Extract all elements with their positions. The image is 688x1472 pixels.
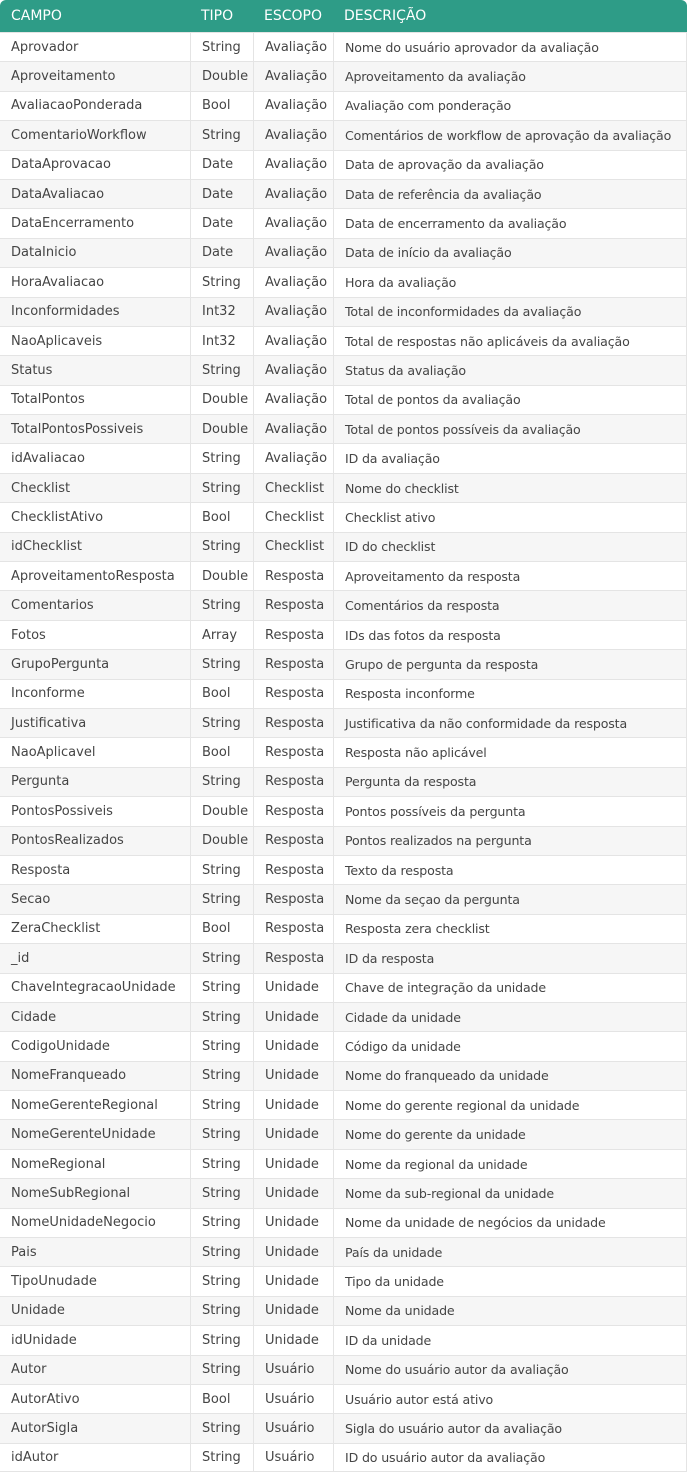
cell-tipo: String [190, 1208, 253, 1237]
cell-descricao: Código da unidade [333, 1031, 687, 1060]
cell-escopo: Unidade [253, 1296, 333, 1325]
table-row [0, 208, 687, 237]
cell-escopo: Resposta [253, 855, 333, 884]
table-row [0, 561, 687, 590]
cell-descricao: Chave de integração da unidade [333, 973, 687, 1002]
cell-campo: GrupoPergunta [0, 649, 190, 678]
cell-escopo: Avaliação [253, 238, 333, 267]
cell-descricao: Resposta inconforme [333, 679, 687, 708]
cell-tipo: String [190, 267, 253, 296]
cell-tipo: Double [190, 561, 253, 590]
cell-descricao: Grupo de pergunta da resposta [333, 649, 687, 678]
cell-campo: idAvaliacao [0, 443, 190, 472]
cell-descricao: Nome da unidade [333, 1296, 687, 1325]
table-row [0, 914, 687, 943]
cell-tipo: String [190, 1355, 253, 1384]
cell-descricao: Data de encerramento da avaliação [333, 208, 687, 237]
cell-tipo: Date [190, 208, 253, 237]
cell-escopo: Avaliação [253, 179, 333, 208]
table-row [0, 767, 687, 796]
table-row [0, 973, 687, 1002]
cell-campo: PontosPossiveis [0, 796, 190, 825]
cell-escopo: Resposta [253, 796, 333, 825]
cell-tipo: Bool [190, 91, 253, 120]
cell-descricao: Cidade da unidade [333, 1002, 687, 1031]
cell-descricao: Sigla do usuário autor da avaliação [333, 1413, 687, 1442]
cell-escopo: Resposta [253, 620, 333, 649]
cell-escopo: Unidade [253, 1178, 333, 1207]
cell-campo: Status [0, 355, 190, 384]
cell-campo: TotalPontos [0, 385, 190, 414]
cell-tipo: Int32 [190, 326, 253, 355]
cell-campo: idChecklist [0, 532, 190, 561]
cell-campo: Aprovador [0, 32, 190, 61]
cell-campo: NomeRegional [0, 1149, 190, 1178]
cell-descricao: Pontos possíveis da pergunta [333, 796, 687, 825]
table-row [0, 1031, 687, 1060]
table-row [0, 1208, 687, 1237]
table-row [0, 179, 687, 208]
cell-descricao: Comentários de workflow de aprovação da avaliação [333, 120, 687, 149]
cell-campo: Inconformidades [0, 297, 190, 326]
cell-descricao: Total de respostas não aplicáveis da avaliação [333, 326, 687, 355]
cell-escopo: Avaliação [253, 150, 333, 179]
cell-tipo: Bool [190, 1384, 253, 1413]
cell-escopo: Resposta [253, 943, 333, 972]
cell-tipo: String [190, 32, 253, 61]
cell-escopo: Avaliação [253, 297, 333, 326]
cell-escopo: Unidade [253, 1031, 333, 1060]
cell-escopo: Usuário [253, 1413, 333, 1442]
cell-descricao: ID da resposta [333, 943, 687, 972]
cell-descricao: Avaliação com ponderação [333, 91, 687, 120]
cell-descricao: ID da unidade [333, 1325, 687, 1354]
cell-escopo: Unidade [253, 1090, 333, 1119]
cell-campo: NaoAplicaveis [0, 326, 190, 355]
cell-descricao: Data de referência da avaliação [333, 179, 687, 208]
cell-tipo: String [190, 1443, 253, 1472]
cell-tipo: String [190, 973, 253, 1002]
cell-descricao: ID do checklist [333, 532, 687, 561]
cell-tipo: String [190, 767, 253, 796]
cell-descricao: Nome da unidade de negócios da unidade [333, 1208, 687, 1237]
cell-tipo: Date [190, 238, 253, 267]
cell-descricao: Pontos realizados na pergunta [333, 826, 687, 855]
table-row [0, 355, 687, 384]
cell-escopo: Resposta [253, 737, 333, 766]
cell-campo: Secao [0, 884, 190, 913]
cell-tipo: String [190, 1413, 253, 1442]
table-row [0, 620, 687, 649]
cell-escopo: Usuário [253, 1443, 333, 1472]
cell-escopo: Avaliação [253, 120, 333, 149]
cell-campo: HoraAvaliacao [0, 267, 190, 296]
cell-escopo: Usuário [253, 1355, 333, 1384]
cell-campo: Inconforme [0, 679, 190, 708]
cell-campo: AproveitamentoResposta [0, 561, 190, 590]
cell-tipo: String [190, 473, 253, 502]
cell-escopo: Avaliação [253, 385, 333, 414]
cell-tipo: String [190, 1002, 253, 1031]
cell-campo: ChecklistAtivo [0, 502, 190, 531]
table-row [0, 1002, 687, 1031]
table-row [0, 297, 687, 326]
cell-tipo: String [190, 1296, 253, 1325]
table-row [0, 737, 687, 766]
cell-escopo: Unidade [253, 1325, 333, 1354]
cell-escopo: Usuário [253, 1384, 333, 1413]
table-row [0, 855, 687, 884]
cell-campo: AvaliacaoPonderada [0, 91, 190, 120]
table-row [0, 1178, 687, 1207]
header-row [0, 0, 687, 32]
cell-escopo: Resposta [253, 884, 333, 913]
table-row [0, 1237, 687, 1266]
cell-descricao: Nome da seçao da pergunta [333, 884, 687, 913]
table-row [0, 1296, 687, 1325]
table-row [0, 826, 687, 855]
cell-escopo: Resposta [253, 708, 333, 737]
table-row [0, 32, 687, 61]
cell-tipo: Bool [190, 679, 253, 708]
cell-descricao: ID da avaliação [333, 443, 687, 472]
cell-descricao: Nome do gerente regional da unidade [333, 1090, 687, 1119]
table-row [0, 1090, 687, 1119]
cell-descricao: Aproveitamento da avaliação [333, 61, 687, 90]
cell-tipo: String [190, 1237, 253, 1266]
cell-campo: Checklist [0, 473, 190, 502]
table-row [0, 443, 687, 472]
table-row [0, 1149, 687, 1178]
cell-descricao: Total de inconformidades da avaliação [333, 297, 687, 326]
cell-descricao: Nome do checklist [333, 473, 687, 502]
cell-escopo: Resposta [253, 826, 333, 855]
table-row [0, 1266, 687, 1295]
cell-tipo: String [190, 1119, 253, 1148]
cell-descricao: Total de pontos possíveis da avaliação [333, 414, 687, 443]
cell-escopo: Checklist [253, 532, 333, 561]
table-row [0, 679, 687, 708]
cell-escopo: Checklist [253, 502, 333, 531]
table-row [0, 1413, 687, 1442]
cell-campo: NomeFranqueado [0, 1061, 190, 1090]
cell-campo: NomeGerenteRegional [0, 1090, 190, 1119]
cell-descricao: IDs das fotos da resposta [333, 620, 687, 649]
cell-descricao: Nome do usuário aprovador da avaliação [333, 32, 687, 61]
cell-escopo: Unidade [253, 1266, 333, 1295]
cell-escopo: Avaliação [253, 32, 333, 61]
cell-escopo: Unidade [253, 1119, 333, 1148]
cell-tipo: String [190, 708, 253, 737]
cell-campo: Resposta [0, 855, 190, 884]
cell-tipo: String [190, 1149, 253, 1178]
cell-campo: NaoAplicavel [0, 737, 190, 766]
cell-campo: ComentarioWorkflow [0, 120, 190, 149]
table-row [0, 267, 687, 296]
cell-tipo: String [190, 1061, 253, 1090]
table-body [0, 32, 687, 1472]
cell-descricao: Checklist ativo [333, 502, 687, 531]
table-row [0, 91, 687, 120]
cell-escopo: Avaliação [253, 414, 333, 443]
cell-escopo: Unidade [253, 1208, 333, 1237]
cell-descricao: Comentários da resposta [333, 590, 687, 619]
table-row [0, 61, 687, 90]
cell-campo: TotalPontosPossiveis [0, 414, 190, 443]
cell-tipo: String [190, 884, 253, 913]
cell-descricao: Nome do franqueado da unidade [333, 1061, 687, 1090]
table-row [0, 532, 687, 561]
cell-descricao: Pergunta da resposta [333, 767, 687, 796]
table-row [0, 473, 687, 502]
cell-campo: ZeraChecklist [0, 914, 190, 943]
cell-tipo: String [190, 1178, 253, 1207]
cell-campo: AutorSigla [0, 1413, 190, 1442]
cell-tipo: String [190, 355, 253, 384]
cell-descricao: Status da avaliação [333, 355, 687, 384]
cell-tipo: Double [190, 61, 253, 90]
cell-descricao: Aproveitamento da resposta [333, 561, 687, 590]
cell-tipo: String [190, 855, 253, 884]
table-row [0, 649, 687, 678]
cell-escopo: Avaliação [253, 326, 333, 355]
table-row [0, 884, 687, 913]
cell-tipo: Double [190, 414, 253, 443]
cell-tipo: String [190, 1266, 253, 1295]
table-row [0, 502, 687, 531]
header-tipo: TIPO [190, 0, 253, 32]
cell-campo: CodigoUnidade [0, 1031, 190, 1060]
cell-escopo: Unidade [253, 973, 333, 1002]
header-campo: CAMPO [0, 0, 190, 32]
table-row [0, 326, 687, 355]
cell-descricao: Texto da resposta [333, 855, 687, 884]
cell-campo: Comentarios [0, 590, 190, 619]
cell-tipo: String [190, 1090, 253, 1119]
table-row [0, 1061, 687, 1090]
cell-campo: Aproveitamento [0, 61, 190, 90]
table-row [0, 590, 687, 619]
table-header [0, 0, 687, 32]
cell-escopo: Avaliação [253, 443, 333, 472]
table-row [0, 414, 687, 443]
cell-escopo: Resposta [253, 590, 333, 619]
cell-campo: DataAvaliacao [0, 179, 190, 208]
cell-campo: DataInicio [0, 238, 190, 267]
cell-escopo: Unidade [253, 1149, 333, 1178]
table-row [0, 1355, 687, 1384]
cell-campo: Cidade [0, 1002, 190, 1031]
cell-tipo: String [190, 120, 253, 149]
cell-descricao: Resposta zera checklist [333, 914, 687, 943]
cell-tipo: Date [190, 179, 253, 208]
cell-escopo: Resposta [253, 767, 333, 796]
cell-escopo: Resposta [253, 914, 333, 943]
cell-tipo: String [190, 649, 253, 678]
cell-descricao: Tipo da unidade [333, 1266, 687, 1295]
cell-campo: Unidade [0, 1296, 190, 1325]
table-row [0, 150, 687, 179]
cell-tipo: Int32 [190, 297, 253, 326]
header-descricao: DESCRIÇÃO [333, 0, 687, 32]
cell-campo: idUnidade [0, 1325, 190, 1354]
cell-descricao: Nome da regional da unidade [333, 1149, 687, 1178]
cell-campo: AutorAtivo [0, 1384, 190, 1413]
cell-tipo: Date [190, 150, 253, 179]
cell-descricao: Nome do usuário autor da avaliação [333, 1355, 687, 1384]
cell-campo: NomeSubRegional [0, 1178, 190, 1207]
cell-campo: ChaveIntegracaoUnidade [0, 973, 190, 1002]
cell-escopo: Avaliação [253, 267, 333, 296]
cell-descricao: Hora da avaliação [333, 267, 687, 296]
cell-escopo: Unidade [253, 1237, 333, 1266]
cell-escopo: Resposta [253, 561, 333, 590]
cell-tipo: Bool [190, 502, 253, 531]
cell-escopo: Unidade [253, 1061, 333, 1090]
cell-campo: idAutor [0, 1443, 190, 1472]
cell-escopo: Avaliação [253, 61, 333, 90]
cell-descricao: Usuário autor está ativo [333, 1384, 687, 1413]
cell-campo: _id [0, 943, 190, 972]
cell-tipo: Double [190, 796, 253, 825]
cell-tipo: String [190, 443, 253, 472]
table-row [0, 385, 687, 414]
cell-escopo: Avaliação [253, 91, 333, 120]
cell-descricao: Nome do gerente da unidade [333, 1119, 687, 1148]
cell-escopo: Avaliação [253, 208, 333, 237]
cell-campo: PontosRealizados [0, 826, 190, 855]
cell-tipo: Array [190, 620, 253, 649]
cell-tipo: String [190, 1031, 253, 1060]
cell-campo: Fotos [0, 620, 190, 649]
cell-escopo: Avaliação [253, 355, 333, 384]
cell-campo: Pais [0, 1237, 190, 1266]
cell-tipo: String [190, 532, 253, 561]
cell-tipo: Double [190, 826, 253, 855]
cell-escopo: Resposta [253, 649, 333, 678]
cell-tipo: String [190, 1325, 253, 1354]
cell-escopo: Checklist [253, 473, 333, 502]
cell-descricao: Nome da sub-regional da unidade [333, 1178, 687, 1207]
table-row [0, 943, 687, 972]
cell-descricao: Justificativa da não conformidade da resposta [333, 708, 687, 737]
table-row [0, 796, 687, 825]
cell-campo: NomeGerenteUnidade [0, 1119, 190, 1148]
cell-campo: DataEncerramento [0, 208, 190, 237]
cell-tipo: Bool [190, 914, 253, 943]
cell-tipo: String [190, 943, 253, 972]
table-row [0, 238, 687, 267]
table-row [0, 1384, 687, 1413]
cell-descricao: ID do usuário autor da avaliação [333, 1443, 687, 1472]
cell-campo: TipoUnudade [0, 1266, 190, 1295]
cell-descricao: Data de aprovação da avaliação [333, 150, 687, 179]
cell-escopo: Resposta [253, 679, 333, 708]
header-escopo: ESCOPO [253, 0, 333, 32]
cell-campo: Autor [0, 1355, 190, 1384]
table-row [0, 1119, 687, 1148]
cell-tipo: Bool [190, 737, 253, 766]
cell-campo: Pergunta [0, 767, 190, 796]
cell-tipo: Double [190, 385, 253, 414]
cell-campo: DataAprovacao [0, 150, 190, 179]
cell-campo: Justificativa [0, 708, 190, 737]
cell-descricao: Data de início da avaliação [333, 238, 687, 267]
cell-descricao: País da unidade [333, 1237, 687, 1266]
cell-tipo: String [190, 590, 253, 619]
cell-campo: NomeUnidadeNegocio [0, 1208, 190, 1237]
cell-descricao: Total de pontos da avaliação [333, 385, 687, 414]
cell-descricao: Resposta não aplicável [333, 737, 687, 766]
table-row [0, 1325, 687, 1354]
table-row [0, 708, 687, 737]
table-row [0, 120, 687, 149]
cell-escopo: Unidade [253, 1002, 333, 1031]
